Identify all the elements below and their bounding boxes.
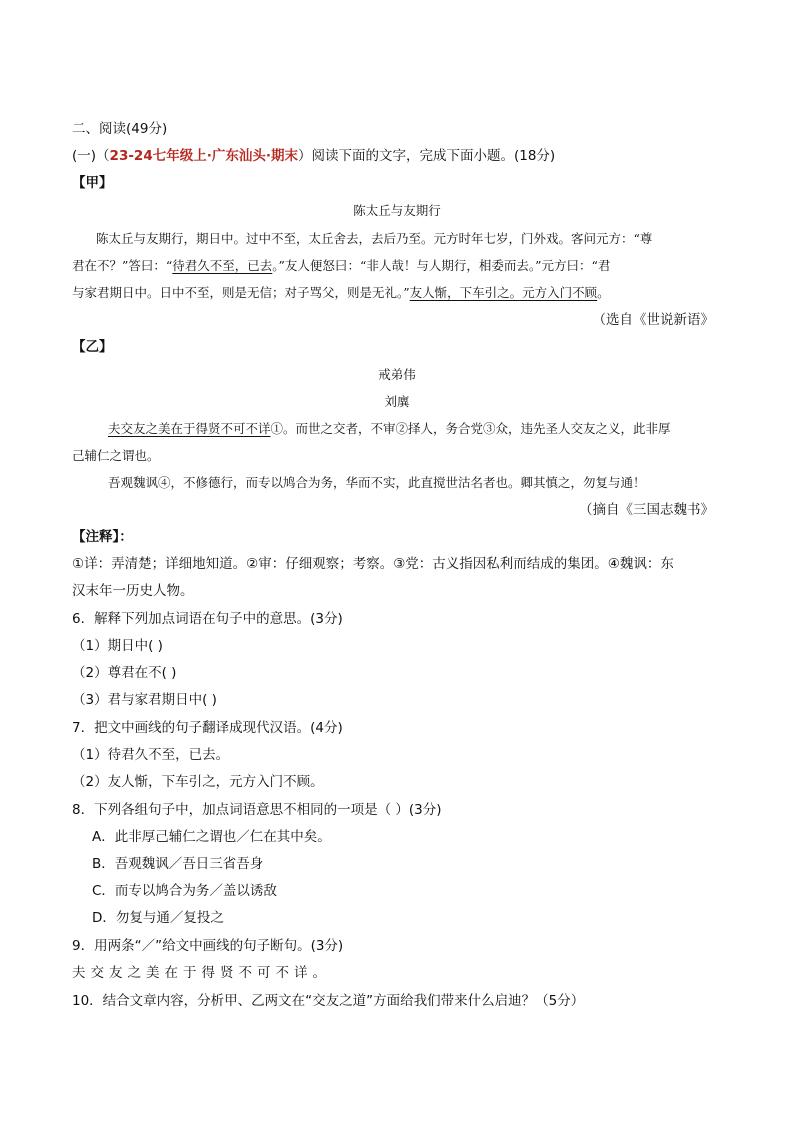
q7-stem: 7．把文中画线的句子翻译成现代汉语。(4分): [72, 720, 343, 736]
q6-item-3: （3）君与家君期日中( ): [72, 692, 217, 708]
yi-label: 【乙】: [72, 339, 113, 355]
q7-item-2: （2）友人惭，下车引之，元方入门不顾。: [72, 774, 324, 790]
yi-source: （摘自《三国志魏书》: [579, 502, 714, 518]
q6-item-2: （2）尊君在不( ): [72, 665, 177, 681]
jia-label: 【甲】: [72, 175, 113, 191]
part1-heading: [72, 150, 555, 164]
yi-title: 戒弟伟: [378, 367, 416, 382]
notes-label: 【注释】：: [72, 529, 133, 545]
jia-line-3: 与家君期日中。日中不至，则是无信；对子骂父，则是无礼。”友人惭，下车引之。元方入门不顾。: [72, 285, 610, 300]
yi-author: 刘廙: [384, 394, 410, 409]
q8-option-d: D．勿复与通／复投之: [92, 910, 224, 926]
notes-line-1: ①详：弄清楚；详细地知道。②审：仔细观察；考察。③党：古义指因私利而结成的集团。④魏讽：东: [72, 556, 674, 572]
yi-line-2: 己辅仁之谓也。: [72, 448, 160, 463]
section-title: 二、阅读(49分): [72, 121, 168, 137]
q8-option-c: C．而专以鸠合为务／盖以诱敌: [92, 883, 277, 899]
jia-underlined-sentence-1: 待君久不至，已去: [172, 258, 273, 273]
part1-source: 23-24七年级上·广东汕头·期末: [109, 148, 298, 164]
q10-stem: 10．结合文章内容，分析甲、乙两文在“交友之道”方面给我们带来什么启迪？（5分）: [72, 993, 585, 1009]
q9-sentence: 夫交友之美在于得贤不可不详。: [72, 965, 331, 981]
jia-line-1: 陈太丘与友期行，期日中。过中不至，太丘舍去，去后乃至。元方时年七岁，门外戏。客问元方：“尊: [96, 231, 653, 246]
yi-line-3: 吾观魏讽④，不修德行，而专以鸠合为务，华而不实，此直搅世沽名者也。卿其慎之，勿复与通！: [108, 475, 646, 490]
part1-suffix: ）阅读下面的文字，完成下面小题。(18分): [297, 148, 556, 164]
q8-option-a: A．此非厚己辅仁之谓也／仁在其中矣。: [92, 829, 331, 845]
q6-item-1: （1）期日中( ): [72, 638, 163, 654]
part1-prefix: (一)（: [72, 148, 110, 164]
q6-stem: 6．解释下列加点词语在句子中的意思。(3分): [72, 611, 343, 627]
q8-stem: 8．下列各组句子中，加点词语意思不相同的一项是（ ）(3分): [72, 802, 442, 818]
yi-line-1: 夫交友之美在于得贤不可不详①。而世之交者，不审②择人，务合党③众，违先圣人交友之义，此非厚: [108, 421, 671, 436]
jia-line-2: 君在不？”答曰：“待君久不至，已去。”友人便怒曰：“非人哉！与人期行，相委而去。”元方曰：“君: [72, 258, 611, 273]
yi-underlined-sentence: 夫交友之美在于得贤不可不详: [108, 421, 271, 436]
notes-line-2: 汉末年一历史人物。: [72, 583, 194, 599]
jia-title: 陈太丘与友期行: [353, 203, 441, 218]
jia-source: （选自《世说新语》: [592, 312, 714, 328]
q8-option-b: B．吾观魏讽／吾日三省吾身: [92, 856, 264, 872]
q7-item-1: （1）待君久不至，已去。: [72, 747, 230, 763]
q9-stem: 9．用两条“／”给文中画线的句子断句。(3分): [72, 938, 344, 954]
jia-underlined-sentence-2: 友人惭，下车引之。元方入门不顾: [409, 285, 598, 300]
